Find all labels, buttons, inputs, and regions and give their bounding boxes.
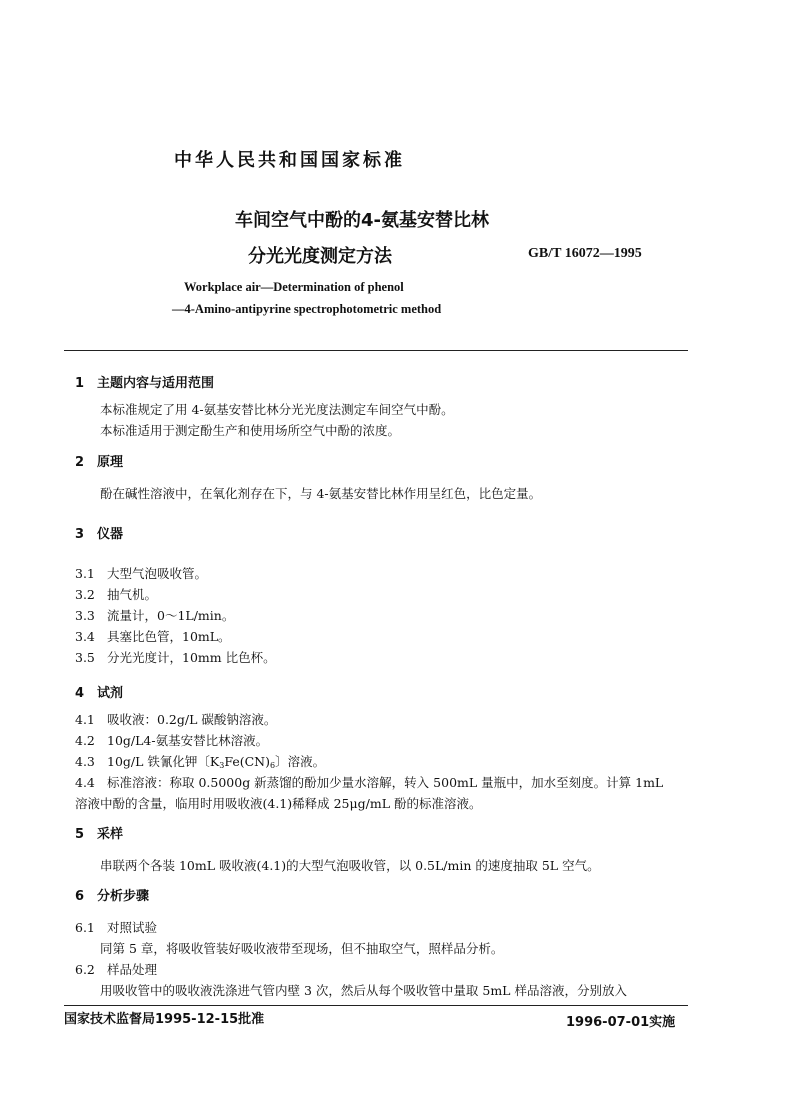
- list-item-number: 3.4: [75, 629, 95, 644]
- footer-divider: [64, 1005, 688, 1006]
- list-item-4-3: [75, 752, 325, 770]
- list-item-4-1: [75, 710, 276, 728]
- list-item-text-suffix: 〕溶液。: [275, 754, 326, 769]
- section-4-heading: 4 试剂: [75, 686, 124, 701]
- document-title-line1: 车间空气中酚的4-氨基安替比林: [235, 210, 489, 231]
- list-item-text: 流量计，0～1L/min。: [107, 608, 235, 623]
- subsection-title: 对照试验: [107, 920, 158, 935]
- section-5-heading: 5 采样: [75, 827, 124, 842]
- section-2-heading: 2 原理: [75, 455, 124, 470]
- list-item-3-1: [75, 564, 207, 582]
- list-item-text: 10g/L4-氨基安替比林溶液。: [107, 733, 269, 748]
- subsection-number: 6.1: [75, 920, 95, 935]
- subsection-number: 6.2: [75, 962, 95, 977]
- list-item-number: 4.4: [75, 775, 95, 790]
- list-item-number: 3.2: [75, 587, 95, 602]
- list-item-text: 标准溶液：称取 0.5000g 新蒸馏的酚加少量水溶解，转入 500mL 量瓶中，加水至刻度。计算 1mL: [107, 775, 664, 790]
- country-standard: 中华人民共和国国家标准: [174, 150, 405, 171]
- section-2-paragraph-1: 酚在碱性溶液中，在氧化剂存在下，与 4-氨基安替比林作用呈红色，比色定量。: [100, 486, 542, 501]
- list-item-text: 大型气泡吸收管。: [107, 566, 208, 581]
- list-item-number: 3.3: [75, 608, 95, 623]
- subsection-6-2-title: [75, 960, 157, 978]
- section-6-heading: 6 分析步骤: [75, 889, 150, 904]
- subsection-title: 样品处理: [107, 962, 158, 977]
- list-item-number: 3.1: [75, 566, 95, 581]
- list-item-number: 4.3: [75, 754, 95, 769]
- list-item-4-4: [75, 773, 663, 791]
- list-item-3-4: [75, 627, 231, 645]
- subsection-6-1-title: [75, 918, 157, 936]
- approval-date: 国家技术监督局1995-12-15批准: [64, 1012, 265, 1027]
- section-3-heading: 3 仪器: [75, 527, 124, 542]
- effective-date: 1996-07-01实施: [566, 1015, 676, 1030]
- standard-code: GB/T 16072—1995: [528, 246, 642, 261]
- section-1-heading: 1 主题内容与适用范围: [75, 376, 215, 391]
- list-item-number: 3.5: [75, 650, 95, 665]
- subsection-6-2-text: 用吸收管中的吸收液洗涤进气管内壁 3 次，然后从每个吸收管中量取 5mL 样品溶液，分别放入: [100, 983, 627, 998]
- subscript: 6: [269, 761, 276, 770]
- list-item-text: 吸收液：0.2g/L 碳酸钠溶液。: [107, 712, 277, 727]
- document-title-line2: 分光光度测定方法: [248, 246, 392, 267]
- list-item-4-4-continued: 溶液中酚的含量，临用时用吸收液(4.1)稀释成 25μg/mL 酚的标准溶液。: [75, 796, 482, 811]
- english-title-line2: —4-Amino-antipyrine spectrophotometric method: [172, 302, 442, 316]
- list-item-text: 分光光度计，10mm 比色杯。: [107, 650, 276, 665]
- list-item-text-middle: Fe(CN): [224, 754, 270, 769]
- list-item-4-2: [75, 731, 268, 749]
- list-item-text-prefix: 10g/L 铁氰化钾〔K: [107, 754, 220, 769]
- list-item-number: 4.2: [75, 733, 95, 748]
- list-item-3-2: [75, 585, 157, 603]
- section-5-paragraph-1: 串联两个各装 10mL 吸收液(4.1)的大型气泡吸收管，以 0.5L/min 的速度抽取 5L 空气。: [100, 858, 600, 873]
- list-item-3-3: [75, 606, 234, 624]
- section-1-paragraph-2: 本标准适用于测定酚生产和使用场所空气中酚的浓度。: [100, 423, 401, 438]
- subsection-6-1-text: 同第 5 章，将吸收管装好吸收液带至现场，但不抽取空气，照样品分析。: [100, 941, 504, 956]
- list-item-text: 具塞比色管，10mL。: [107, 629, 231, 644]
- english-title-line1: Workplace air—Determination of phenol: [184, 280, 404, 294]
- subscript: 3: [219, 761, 225, 770]
- list-item-3-5: [75, 648, 276, 666]
- list-item-number: 4.1: [75, 712, 95, 727]
- section-1-paragraph-1: 本标准规定了用 4-氨基安替比林分光光度法测定车间空气中酚。: [100, 402, 454, 417]
- header-divider: [64, 350, 688, 351]
- list-item-text: 抽气机。: [107, 587, 158, 602]
